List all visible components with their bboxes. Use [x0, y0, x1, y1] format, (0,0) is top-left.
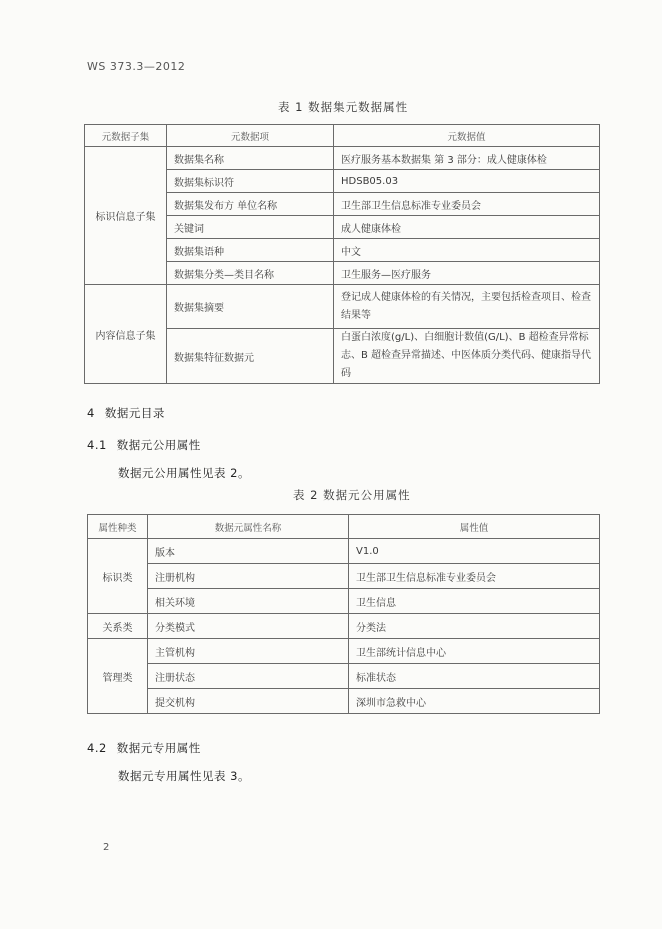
table2-attr: 版本 [148, 539, 349, 564]
section-4-1-heading [87, 437, 201, 453]
table2-value: 深圳市急救中心 [349, 689, 600, 714]
table2-value: 卫生部统计信息中心 [349, 639, 600, 664]
table1-value: 成人健康体检 [334, 216, 600, 239]
table1-item: 数据集语种 [167, 239, 334, 262]
table-row [88, 614, 600, 639]
table2-header-attr: 数据元属性名称 [148, 515, 349, 539]
table1-value: HDSB05.03 [334, 170, 600, 193]
table1-item: 数据集特征数据元 [167, 329, 334, 384]
table2-value: 卫生部卫生信息标准专业委员会 [349, 564, 600, 589]
table1-value: 卫生部卫生信息标准专业委员会 [334, 193, 600, 216]
table2 [87, 514, 600, 714]
table2-attr: 注册状态 [148, 664, 349, 689]
table2-header-category: 属性种类 [88, 515, 148, 539]
section-number: 4.1 [87, 438, 107, 452]
table-row [88, 689, 600, 714]
table1-item: 关键词 [167, 216, 334, 239]
table2-group-name: 管理类 [88, 639, 148, 714]
table1-item: 数据集摘要 [167, 285, 334, 329]
table2-group-name: 关系类 [88, 614, 148, 639]
table1-value: 中文 [334, 239, 600, 262]
table2-header-row [88, 515, 600, 539]
table2-attr: 主管机构 [148, 639, 349, 664]
table1-value: 卫生服务—医疗服务 [334, 262, 600, 285]
standard-number: WS 373.3—2012 [87, 60, 186, 73]
section-title: 数据元公用属性 [116, 438, 201, 452]
table1-item: 数据集分类—类目名称 [167, 262, 334, 285]
table-row [88, 589, 600, 614]
table2-group-name: 标识类 [88, 539, 148, 614]
table1-value: 登记成人健康体检的有关情况，主要包括检查项目、检查结果等 [334, 285, 600, 329]
table2-attr: 相关环境 [148, 589, 349, 614]
table-row [85, 285, 600, 329]
table-row [85, 147, 600, 170]
table2-value: 分类法 [349, 614, 600, 639]
section-4-heading [87, 405, 165, 421]
table1-header-item: 元数据项 [167, 125, 334, 147]
table1-item: 数据集发布方 单位名称 [167, 193, 334, 216]
table-row [88, 539, 600, 564]
table2-attr: 分类模式 [148, 614, 349, 639]
table1 [84, 124, 600, 384]
table1-item: 数据集标识符 [167, 170, 334, 193]
table1-item: 数据集名称 [167, 147, 334, 170]
section-4-2-heading [87, 740, 201, 756]
section-4-1-paragraph: 数据元公用属性见表 2。 [118, 466, 250, 480]
table2-attr: 注册机构 [148, 564, 349, 589]
table2-value: V1.0 [349, 539, 600, 564]
table2-header-value: 属性值 [349, 515, 600, 539]
table1-group-name: 内容信息子集 [85, 285, 167, 384]
table2-value: 卫生信息 [349, 589, 600, 614]
table1-caption: 表 1 数据集元数据属性 [278, 100, 409, 114]
section-title: 数据元目录 [104, 406, 165, 420]
table2-attr: 提交机构 [148, 689, 349, 714]
table1-header-row [85, 125, 600, 147]
table-row [88, 664, 600, 689]
table2-value: 标准状态 [349, 664, 600, 689]
table-row [88, 564, 600, 589]
table-row [88, 639, 600, 664]
table1-value: 白蛋白浓度(g/L)、白细胞计数值(G/L)、B 超检查异常标志、B 超检查异常描述、中医体质分类代码、健康指导代码 [334, 329, 600, 384]
table2-caption: 表 2 数据元公用属性 [293, 488, 411, 502]
table1-header-value: 元数据值 [334, 125, 600, 147]
section-title: 数据元专用属性 [116, 741, 201, 755]
section-number: 4.2 [87, 741, 107, 755]
table1-header-subset: 元数据子集 [85, 125, 167, 147]
table1-group-name: 标识信息子集 [85, 147, 167, 285]
table1-value: 医疗服务基本数据集 第 3 部分：成人健康体检 [334, 147, 600, 170]
page-number: 2 [103, 842, 110, 853]
section-4-2-paragraph: 数据元专用属性见表 3。 [118, 769, 250, 783]
section-number: 4 [87, 406, 95, 420]
